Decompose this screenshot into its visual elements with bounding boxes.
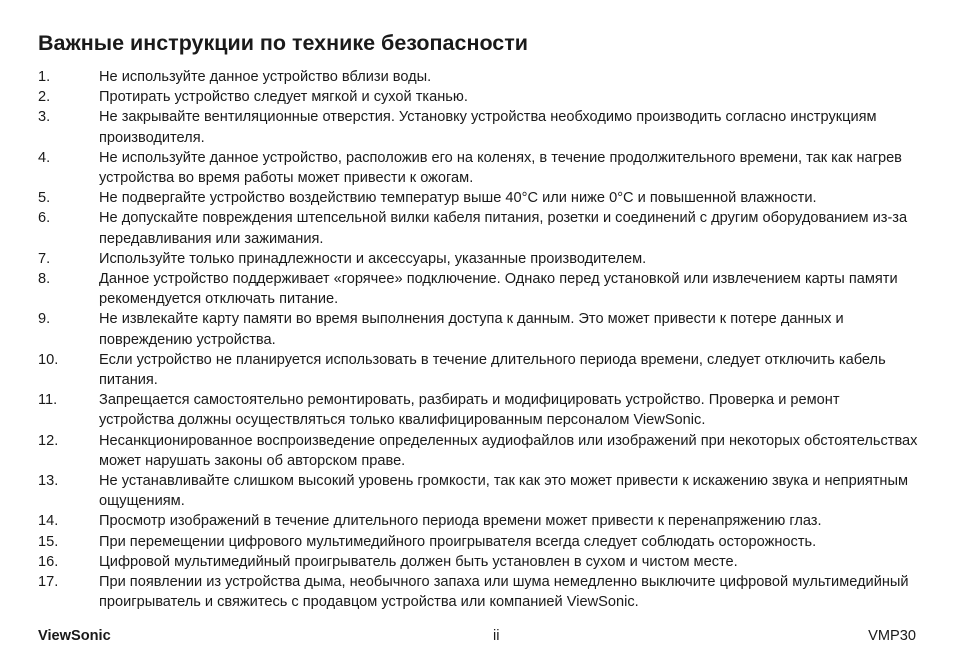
item-number: 10. — [38, 351, 59, 368]
item-number: 4. — [38, 149, 51, 166]
item-number: 2. — [38, 89, 51, 106]
item-number: 3. — [38, 109, 51, 126]
item-text: Не подвергайте устройство воздействию температур выше 40°C или ниже 0°C и повышенной влажности. — [99, 190, 817, 207]
list-item — [38, 249, 918, 269]
item-text: Не закрывайте вентиляционные отверстия. Установку устройства необходимо производить согласно инструкциям производителя. — [99, 109, 877, 146]
item-text: Просмотр изображений в течение длительного периода времени может привести к перенапряжению глаз. — [99, 513, 822, 530]
item-text: Не допускайте повреждения штепсельной вилки кабеля питания, розетки и соединений с другим оборудованием из-за передавливания или зажимания. — [99, 210, 908, 247]
item-text: Не устанавливайте слишком высокий уровень громкости, так как это может привести к искажению звука и неприятным ощущениям. — [99, 473, 909, 510]
item-number: 5. — [38, 190, 51, 207]
safety-instruction-list — [38, 67, 918, 612]
item-text: Не извлекайте карту памяти во время выполнения доступа к данным. Это может привести к потере данных и повреждению устройства. — [99, 311, 844, 348]
list-item — [38, 350, 918, 390]
list-item — [38, 269, 918, 309]
list-item — [38, 87, 918, 107]
item-number: 15. — [38, 533, 59, 550]
item-text: Используйте только принадлежности и аксессуары, указанные производителем. — [99, 250, 647, 267]
item-text: Цифровой мультимедийный проигрыватель должен быть установлен в сухом и чистом месте. — [99, 553, 738, 570]
list-item — [38, 572, 918, 612]
list-item — [38, 471, 918, 511]
item-number: 6. — [38, 210, 51, 227]
item-number: 8. — [38, 271, 51, 288]
item-number: 11. — [38, 392, 58, 409]
item-number: 17. — [38, 574, 59, 591]
list-item — [38, 208, 918, 248]
item-number: 1. — [38, 69, 51, 85]
item-text: Данное устройство поддерживает «горячее» подключение. Однако перед установкой или извлечением карты памяти рекомендуется отключать питание. — [99, 271, 898, 308]
item-number: 12. — [38, 432, 59, 449]
item-number: 14. — [38, 513, 59, 530]
page-title: Важные инструкции по технике безопасности — [38, 31, 528, 55]
item-number: 9. — [38, 311, 51, 328]
list-item — [38, 552, 918, 572]
item-text: Несанкционированное воспроизведение определенных аудиофайлов или изображений при некоторых обстоятельствах может нарушать законы об авторском праве. — [99, 432, 918, 469]
item-text: Запрещается самостоятельно ремонтировать, разбирать и модифицировать устройство. Проверка и ремонт устройства должны осуществляться только квалифицированным персоналом ViewSonic. — [99, 392, 840, 429]
item-text: При появлении из устройства дыма, необычного запаха или шума немедленно выключите цифровой мультимедийный проигрыватель и свяжитесь с продавцом устройства или компанией ViewSonic. — [99, 574, 909, 611]
item-number: 13. — [38, 473, 59, 490]
item-text: При перемещении цифрового мультимедийного проигрывателя всегда следует соблюдать осторожность. — [99, 533, 817, 550]
page-footer — [38, 626, 916, 646]
item-number: 7. — [38, 250, 51, 267]
list-item — [38, 309, 918, 349]
item-text: Если устройство не планируется использовать в течение длительного периода времени, следует отключить кабель питания. — [99, 351, 886, 389]
list-item — [38, 188, 918, 208]
footer-brand: ViewSonic — [38, 628, 111, 644]
list-item — [38, 511, 918, 531]
list-item — [38, 431, 918, 471]
item-text: Протирать устройство следует мягкой и сухой тканью. — [99, 89, 468, 106]
list-item — [38, 532, 918, 552]
item-text: Не используйте данное устройство вблизи воды. — [99, 69, 432, 85]
item-number: 16. — [38, 553, 59, 570]
footer-page-number: ii — [493, 628, 500, 644]
list-item — [38, 67, 918, 87]
list-item — [38, 390, 918, 430]
footer-model: VMP30 — [868, 628, 916, 644]
list-item — [38, 107, 918, 147]
list-item — [38, 148, 918, 188]
item-text: Не используйте данное устройство, расположив его на коленях, в течение продолжительного времени, так как нагрев устройства во время работы может привести к ожогам. — [99, 149, 902, 187]
